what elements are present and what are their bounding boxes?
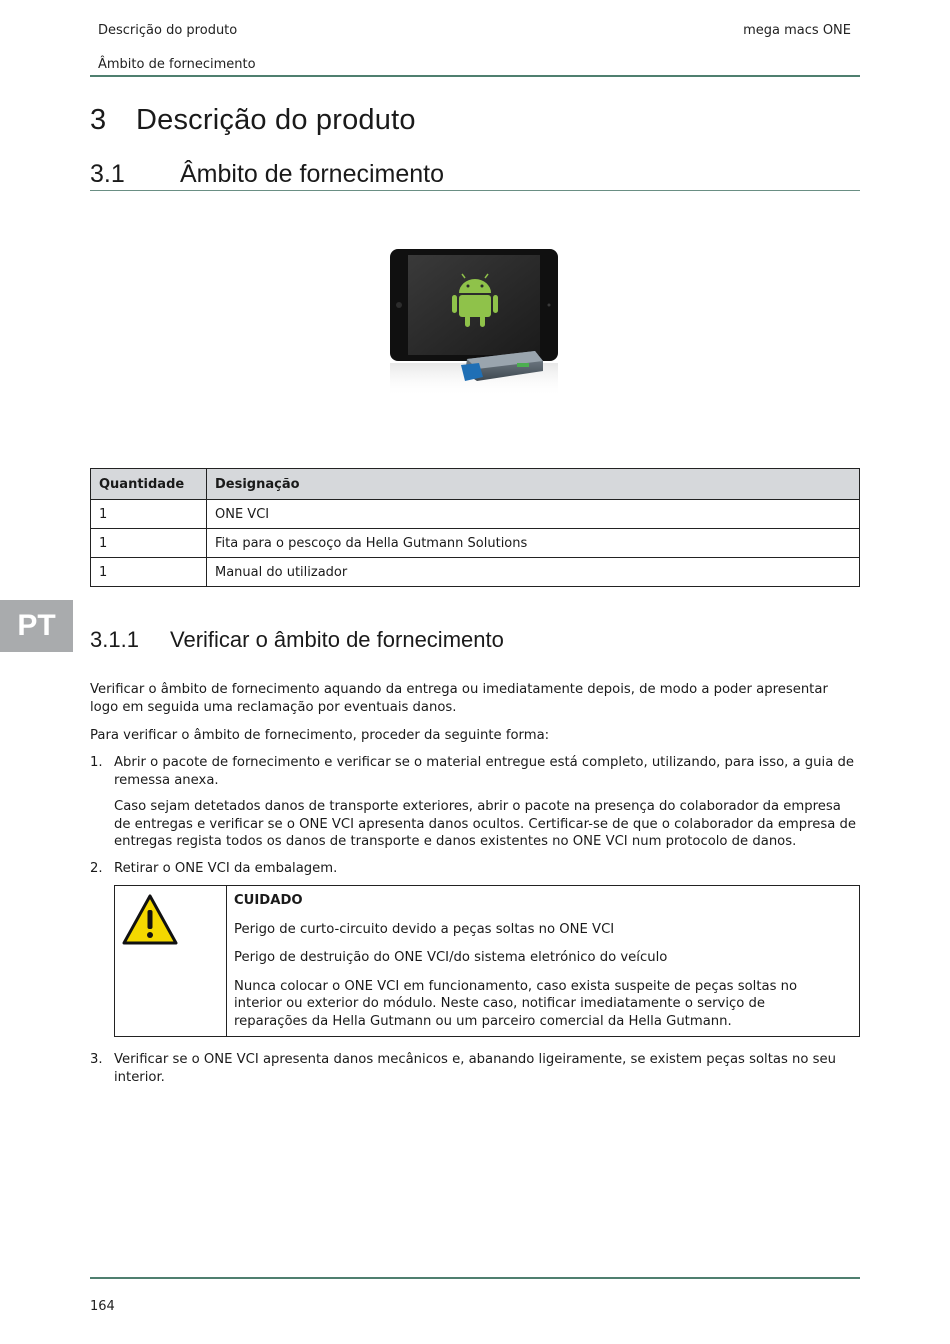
table-cell-designation: Fita para o pescoço da Hella Gutmann Solutions <box>207 529 860 558</box>
caution-box <box>114 885 860 1037</box>
step-1-text: Abrir o pacote de fornecimento e verificar se o material entregue está completo, utilizando, para isso, a guia de remessa anexa. <box>114 755 854 788</box>
chapter-heading <box>90 104 416 137</box>
product-image <box>385 245 565 405</box>
step-3-number: 3. <box>90 1052 103 1067</box>
header-rule <box>90 75 860 77</box>
caution-icon-cell <box>115 886 227 1036</box>
caution-text <box>234 892 841 1041</box>
table-header-row <box>91 469 860 500</box>
header-product: mega macs ONE <box>743 23 851 38</box>
footer-rule <box>90 1277 860 1279</box>
step-2-text: Retirar o ONE VCI da embalagem. <box>114 861 338 876</box>
caution-title: CUIDADO <box>234 893 303 908</box>
caution-line-3: Nunca colocar o ONE VCI em funcionamento, caso exista suspeite de peças soltas no interior ou exterior do módulo. Neste caso, notificar imediatamente o serviço de reparações da Hella Gutmann ou um parceiro comercial da Hella Gutmann. <box>234 978 798 1029</box>
chapter-title: Descrição do produto <box>136 104 416 136</box>
step-3-text: Verificar se o ONE VCI apresenta danos mecânicos e, abanando ligeiramente, se existem peças soltas no seu interior. <box>114 1052 836 1085</box>
caution-line-2: Perigo de destruição do ONE VCI/do sistema eletrónico do veículo <box>234 950 668 965</box>
section-number: 3.1 <box>90 160 125 188</box>
table-cell-designation: ONE VCI <box>207 500 860 529</box>
subsection-number: 3.1.1 <box>90 627 139 652</box>
header-section: Âmbito de fornecimento <box>98 57 256 72</box>
table-header-designation: Designação <box>207 469 860 500</box>
table-row <box>91 558 860 587</box>
table-header-quantity: Quantidade <box>91 469 207 500</box>
language-tab: PT <box>0 600 73 652</box>
section-heading <box>90 160 444 189</box>
scope-table <box>90 468 860 587</box>
table-row <box>91 500 860 529</box>
subsection-title: Verificar o âmbito de fornecimento <box>170 627 504 652</box>
page-number: 164 <box>90 1299 115 1314</box>
chapter-number: 3 <box>90 104 107 136</box>
warning-triangle-icon <box>121 893 179 947</box>
header-chapter: Descrição do produto <box>98 23 238 38</box>
section-title: Âmbito de fornecimento <box>180 160 445 188</box>
intro-paragraph: Verificar o âmbito de fornecimento aquando da entrega ou imediatamente depois, de modo a poder apresentar logo em seguida uma reclamação por eventuais danos. <box>90 682 828 715</box>
section-rule <box>90 190 860 191</box>
step-1-note: Caso sejam detetados danos de transporte exteriores, abrir o pacote na presença do colaborador da empresa de entregas e verificar se o ONE VCI apresenta danos ocultos. Certificar-se de que o colaborador da empresa de entregas regista todos os danos de transporte e danos existentes no ONE VCI num protocolo de danos. <box>114 799 857 849</box>
subsection-heading <box>90 627 504 653</box>
table-cell-quantity: 1 <box>91 500 207 529</box>
table-cell-designation: Manual do utilizador <box>207 558 860 587</box>
step-1-number: 1. <box>90 755 103 770</box>
table-cell-quantity: 1 <box>91 529 207 558</box>
table-cell-quantity: 1 <box>91 558 207 587</box>
table-row <box>91 529 860 558</box>
step-2-number: 2. <box>90 861 103 876</box>
caution-line-1: Perigo de curto-circuito devido a peças soltas no ONE VCI <box>234 921 615 937</box>
lead-paragraph: Para verificar o âmbito de fornecimento, proceder da seguinte forma: <box>90 728 550 743</box>
